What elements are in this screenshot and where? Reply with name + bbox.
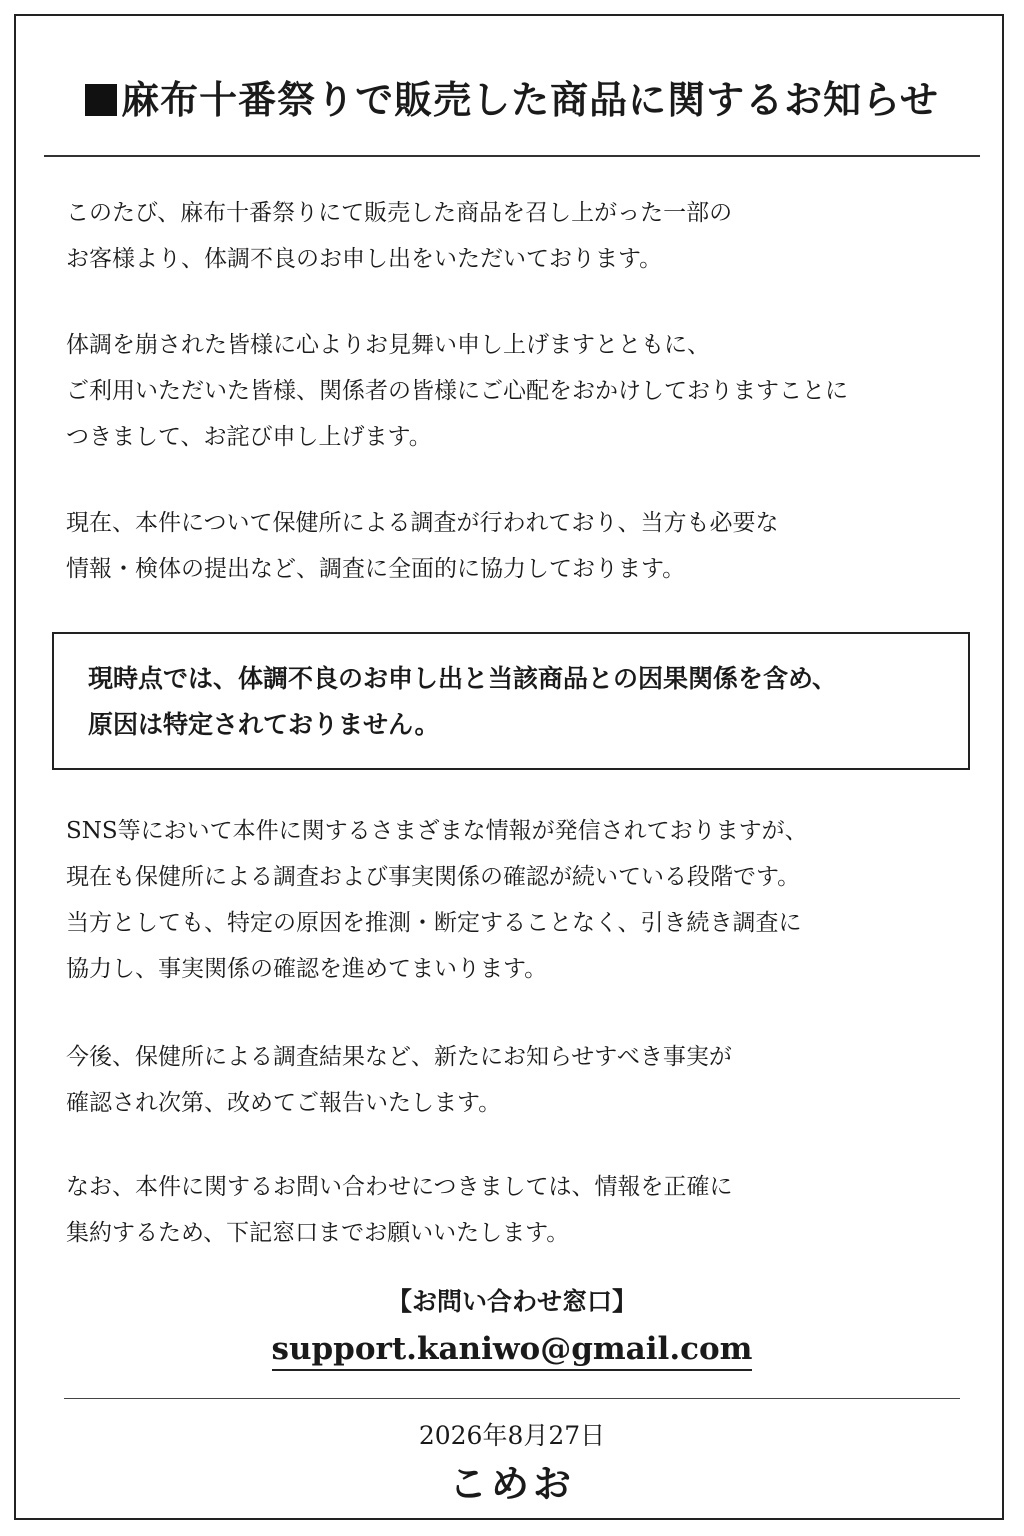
paragraph-line: 確認され次第、改めてご報告いたします。 [66,1090,502,1116]
black-square-icon [85,84,117,116]
highlight-text [88,656,837,748]
title-divider [44,155,980,157]
paragraph-line: ご利用いただいた皆様、関係者の皆様にご心配をおかけしておりますことに [66,378,848,404]
paragraph-line: 現在、本件について保健所による調査が行われており、当方も必要な [66,510,779,536]
paragraph-line: 今後、保健所による調査結果など、新たにお知らせすべき事実が [66,1044,732,1070]
paragraph-line: 体調を崩された皆様に心よりお見舞い申し上げますとともに、 [66,332,710,358]
paragraph-line: 情報・検体の提出など、調査に全面的に協力しております。 [66,556,686,582]
paragraph-line: なお、本件に関するお問い合わせにつきましては、情報を正確に [66,1174,733,1200]
paragraph-line: お客様より、体調不良のお申し出をいただいております。 [66,246,663,272]
paragraph-line: つきまして、お詫び申し上げます。 [66,424,432,450]
paragraph-sns [66,808,976,992]
publish-date: 2026年8月27日 [418,1421,606,1450]
contact-email-container [0,1326,1024,1372]
paragraph-future-report [66,1034,976,1126]
footer-divider [64,1398,960,1399]
paragraph-line: SNS等において本件に関するさまざまな情報が発信されておりますが、 [66,818,808,844]
contact-email-link[interactable]: support.kaniwo@gmail.com [272,1331,753,1371]
paragraph-apology [66,322,976,460]
contact-heading: 【お問い合わせ窓口】 [386,1287,637,1316]
paragraph-intro [66,190,976,282]
paragraph-line: 当方としても、特定の原因を推測・断定することなく、引き続き調査に [66,910,802,936]
paragraph-investigation [66,500,976,592]
page-title [0,72,1024,128]
paragraph-line: このたび、麻布十番祭りにて販売した商品を召し上がった一部の [66,200,733,226]
highlight-line: 現時点では、体調不良のお申し出と当該商品との因果関係を含め、 [88,664,838,693]
title-text: 麻布十番祭りで販売した商品に関するお知らせ [121,77,939,122]
highlight-box [52,632,970,770]
paragraph-inquiry [66,1164,976,1256]
paragraph-line: 集約するため、下記窓口までお願いいたします。 [66,1220,570,1246]
highlight-line: 原因は特定されておりません。 [88,710,440,739]
paragraph-line: 現在も保健所による調査および事実関係の確認が続いている段階です。 [66,864,801,890]
paragraph-line: 協力し、事実関係の確認を進めてまいります。 [66,956,548,982]
signature: こめお [448,1461,575,1506]
